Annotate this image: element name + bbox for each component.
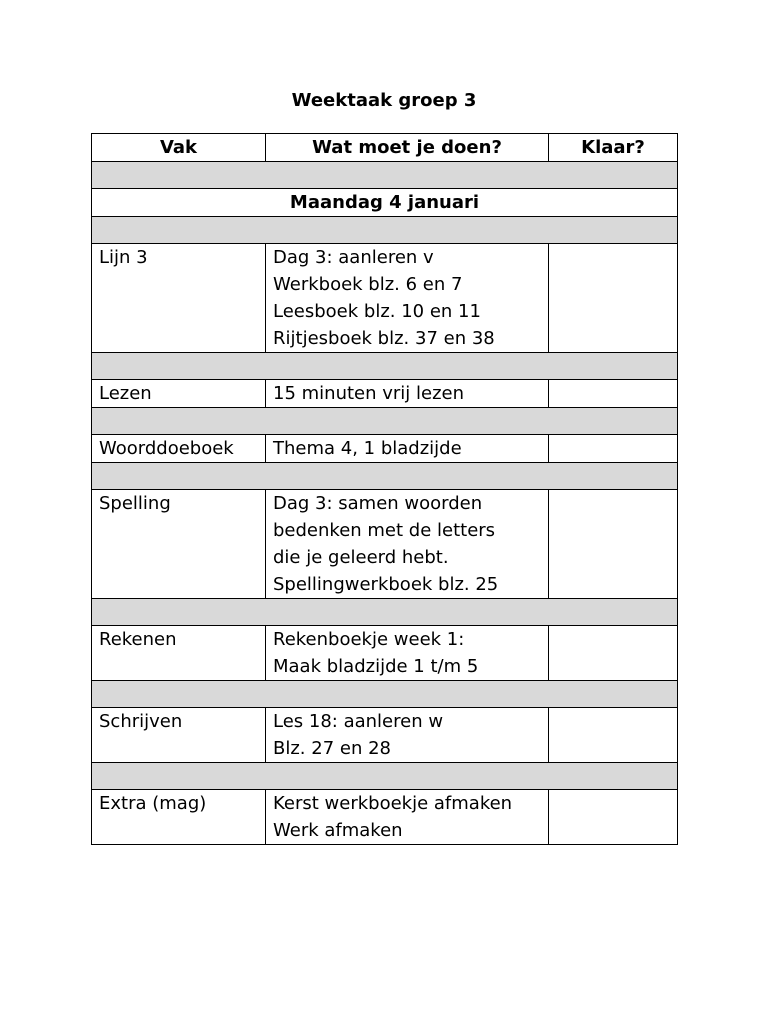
header-subject: Vak [92, 134, 266, 162]
separator-row [92, 353, 678, 380]
task-line: Spellingwerkboek blz. 25 [273, 574, 499, 595]
task-row [92, 790, 678, 845]
separator-row [92, 162, 678, 189]
task-line: Werkboek blz. 6 en 7 [273, 274, 463, 295]
weektaak-table [91, 133, 678, 845]
subject-cell: Schrijven [92, 708, 266, 763]
task-line: Thema 4, 1 bladzijde [273, 438, 462, 459]
task-cell [266, 435, 549, 463]
task-line: die je geleerd hebt. [273, 547, 449, 568]
subject-cell: Woorddoeboek [92, 435, 266, 463]
subject-cell: Lijn 3 [92, 244, 266, 353]
task-line: Maak bladzijde 1 t/m 5 [273, 656, 479, 677]
task-line: Rekenboekje week 1: [273, 629, 465, 650]
task-cell [266, 708, 549, 763]
task-line: bedenken met de letters [273, 520, 496, 541]
task-line: Dag 3: samen woorden [273, 493, 483, 514]
subject-cell: Lezen [92, 380, 266, 408]
task-line: Blz. 27 en 28 [273, 738, 391, 759]
task-row [92, 244, 678, 353]
done-cell [549, 626, 678, 681]
subject-cell: Spelling [92, 490, 266, 599]
done-cell [549, 244, 678, 353]
subject-cell: Rekenen [92, 626, 266, 681]
done-cell [549, 490, 678, 599]
header-task: Wat moet je doen? [266, 134, 549, 162]
task-line: Werk afmaken [273, 820, 403, 841]
task-cell [266, 626, 549, 681]
separator-row [92, 681, 678, 708]
task-row [92, 708, 678, 763]
day-label: Maandag 4 januari [92, 189, 678, 217]
separator-row [92, 408, 678, 435]
separator-row [92, 217, 678, 244]
header-row [92, 134, 678, 162]
page-title: Weektaak groep 3 [291, 90, 477, 111]
task-row [92, 380, 678, 408]
task-line: Kerst werkboekje afmaken [273, 793, 513, 814]
day-row [92, 189, 678, 217]
task-line: 15 minuten vrij lezen [273, 383, 465, 404]
done-cell [549, 435, 678, 463]
task-row [92, 490, 678, 599]
task-line: Les 18: aanleren w [273, 711, 444, 732]
task-cell [266, 790, 549, 845]
header-done: Klaar? [549, 134, 678, 162]
done-cell [549, 380, 678, 408]
task-row [92, 435, 678, 463]
task-cell [266, 380, 549, 408]
separator-row [92, 763, 678, 790]
subject-cell: Extra (mag) [92, 790, 266, 845]
task-cell [266, 490, 549, 599]
task-line: Dag 3: aanleren v [273, 247, 434, 268]
separator-row [92, 599, 678, 626]
task-line: Leesboek blz. 10 en 11 [273, 301, 481, 322]
done-cell [549, 790, 678, 845]
task-row [92, 626, 678, 681]
task-cell [266, 244, 549, 353]
separator-row [92, 463, 678, 490]
task-line: Rijtjesboek blz. 37 en 38 [273, 328, 495, 349]
done-cell [549, 708, 678, 763]
